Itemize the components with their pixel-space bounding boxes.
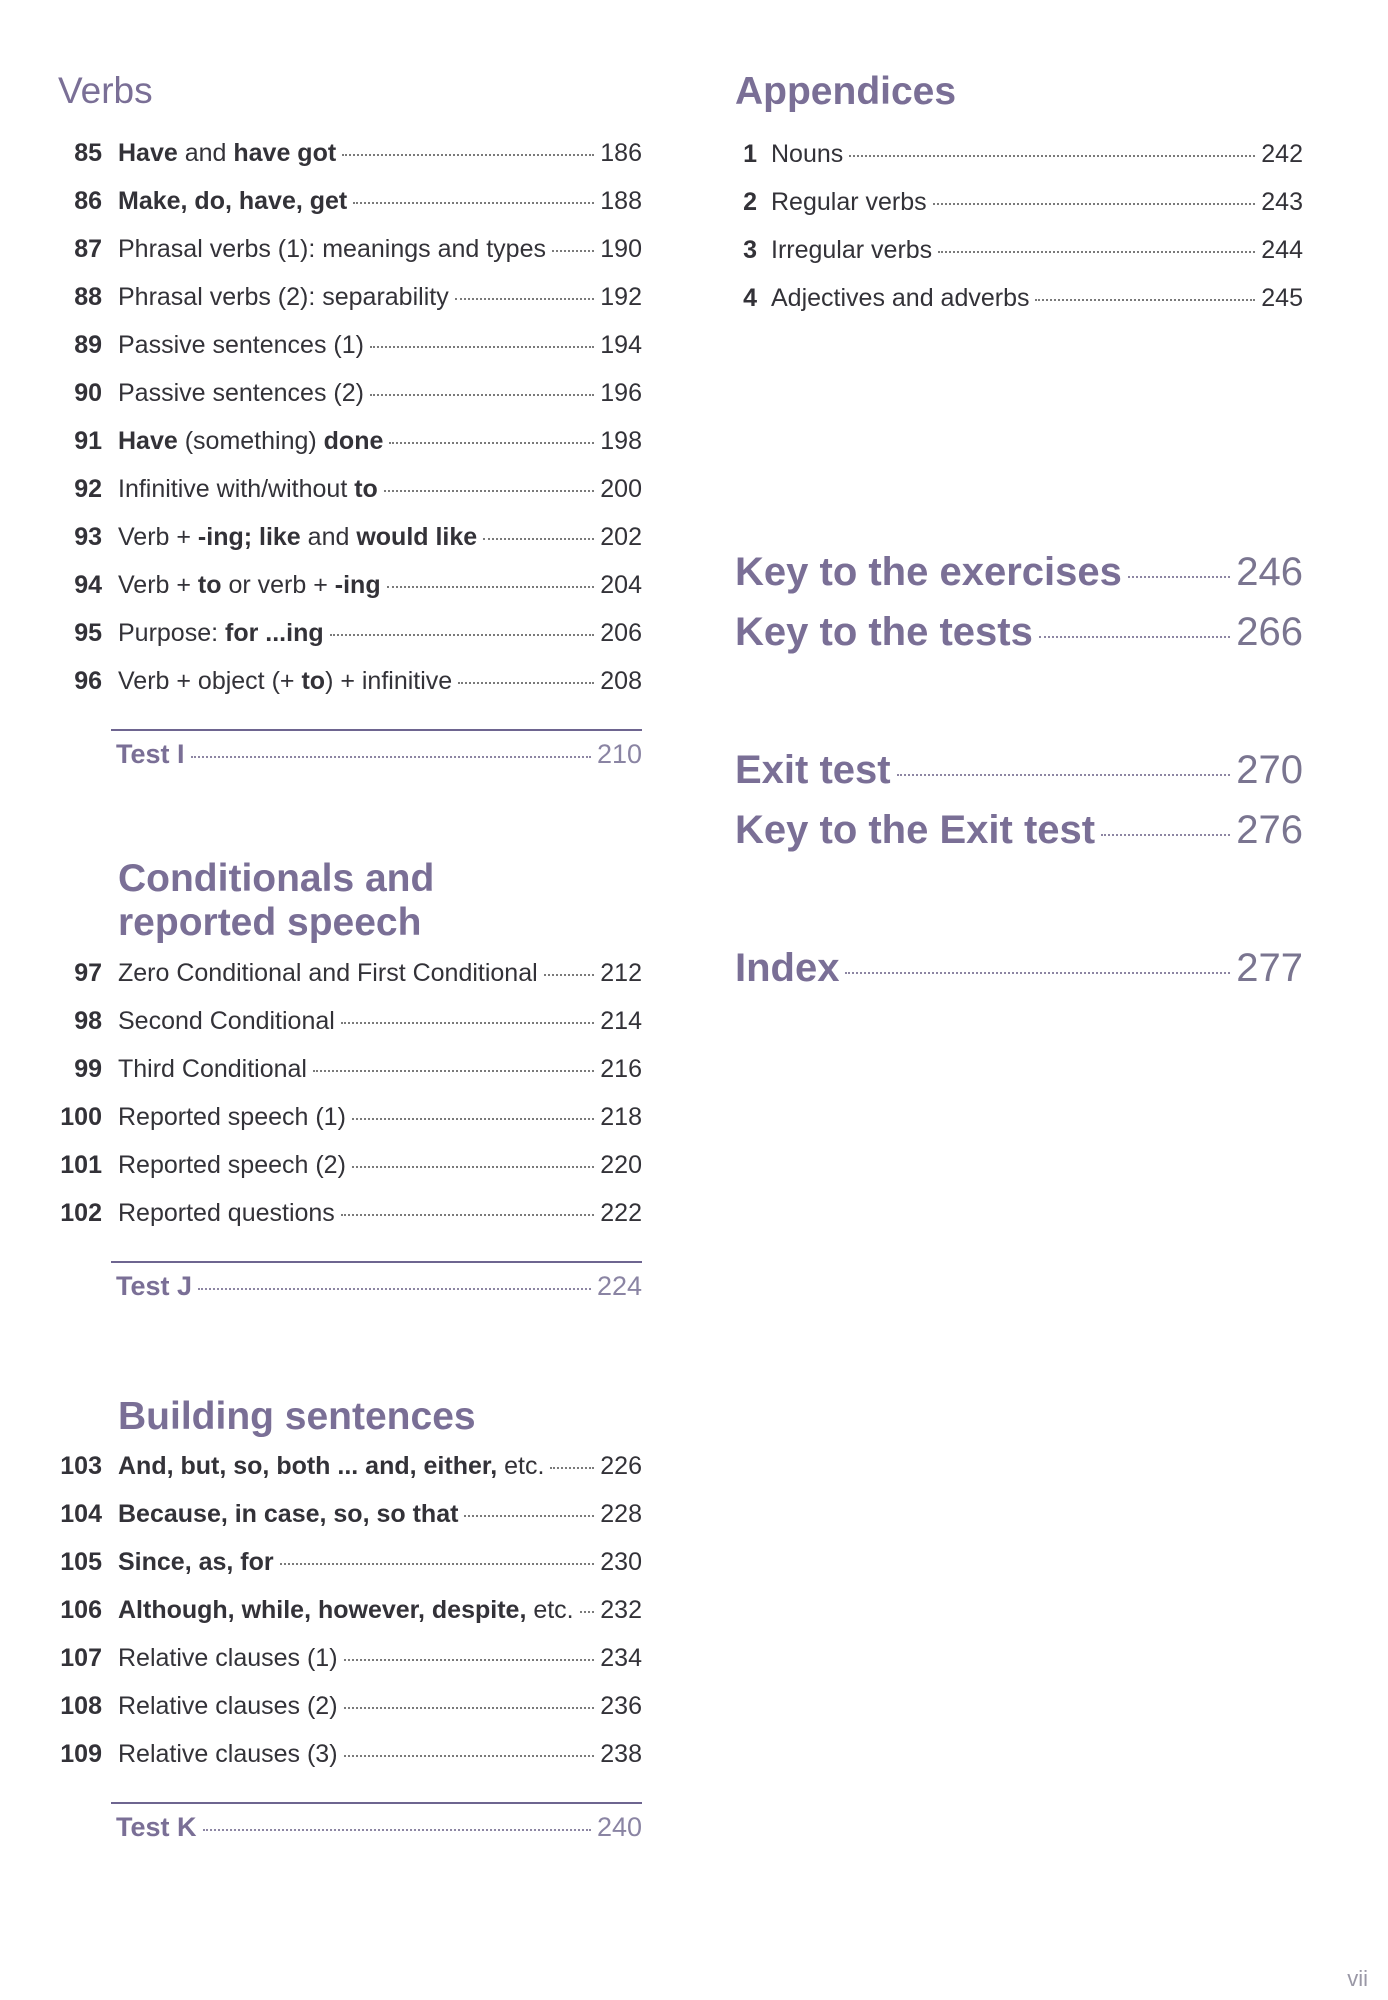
page-number: 198	[600, 427, 642, 456]
dot-leader	[203, 1829, 591, 1831]
unit-number: 93	[74, 523, 102, 552]
unit-title	[102, 379, 364, 408]
unit-title	[757, 140, 843, 169]
page-number: 242	[1261, 139, 1303, 168]
page-number: 276	[1236, 807, 1303, 852]
unit-title-part: Reported speech (2)	[118, 1150, 346, 1179]
unit-number: 101	[60, 1150, 102, 1179]
toc-entry[interactable]	[58, 1007, 642, 1055]
unit-title	[757, 236, 932, 265]
unit-title	[102, 331, 364, 360]
unit-title-part: Adjectives and adverbs	[771, 283, 1030, 312]
dot-leader	[344, 1659, 595, 1661]
unit-title-part: Regular verbs	[771, 187, 927, 216]
unit-number: 95	[74, 619, 102, 648]
page-number: 194	[600, 331, 642, 360]
unit-title-part: Since, as, for	[118, 1548, 274, 1577]
page-number: 208	[600, 667, 642, 696]
unit-title-part: to	[354, 475, 378, 504]
unit-title-part: Reported speech (1)	[118, 1102, 346, 1131]
unit-title	[102, 1644, 338, 1673]
dot-leader	[341, 1022, 594, 1024]
toc-entry[interactable]	[58, 427, 642, 475]
conditionals-entry-list	[58, 959, 642, 1247]
dot-leader	[344, 1755, 595, 1757]
unit-title-part: Second Conditional	[118, 1006, 335, 1035]
dot-leader	[1039, 636, 1230, 638]
dot-leader	[389, 442, 594, 444]
page-number: 200	[600, 475, 642, 504]
page-number: 266	[1236, 609, 1303, 654]
unit-title	[102, 427, 383, 456]
unit-title	[102, 959, 538, 988]
unit-number: 99	[74, 1054, 102, 1083]
dot-leader	[458, 682, 594, 684]
dot-leader	[353, 202, 594, 204]
dot-leader	[938, 251, 1255, 253]
unit-number: 98	[74, 1006, 102, 1035]
unit-title	[757, 284, 1029, 313]
right-column	[735, 70, 1303, 1006]
unit-title	[102, 1596, 574, 1625]
dot-leader	[370, 394, 594, 396]
unit-title	[102, 1692, 338, 1721]
toc-entry[interactable]	[58, 959, 642, 1007]
page-number: 204	[600, 571, 642, 600]
unit-number: 88	[74, 283, 102, 312]
unit-title-part: Passive sentences (2)	[118, 379, 364, 408]
unit-number: 105	[60, 1548, 102, 1577]
unit-title-part: -ing	[334, 571, 381, 600]
unit-title	[102, 1500, 458, 1529]
unit-title-part: -ing; like	[197, 523, 301, 552]
unit-title-part: Irregular verbs	[771, 235, 933, 264]
unit-title	[757, 188, 927, 217]
page-number: 202	[600, 523, 642, 552]
unit-title-part: Passive sentences (1)	[118, 331, 364, 360]
big-entry-label: Key to the tests	[735, 609, 1033, 654]
folio-page-number: vii	[1347, 1966, 1368, 1991]
test-label: Test I	[116, 739, 185, 770]
test-k-row[interactable]	[116, 1804, 642, 1860]
page-number: 243	[1261, 187, 1303, 216]
appendices-entry-list	[735, 140, 1303, 332]
dot-leader	[544, 974, 595, 976]
dot-leader	[384, 490, 594, 492]
dot-leader	[455, 298, 595, 300]
page-number: 186	[600, 139, 642, 168]
toc-entry[interactable]	[58, 1103, 642, 1151]
unit-number: 106	[60, 1596, 102, 1625]
unit-title-part: Relative clauses (3)	[118, 1740, 338, 1769]
unit-title-part: Although, while, however, despite,	[118, 1596, 527, 1625]
page-number: 270	[1236, 747, 1303, 792]
unit-number: 108	[60, 1692, 102, 1721]
page-number: 206	[600, 619, 642, 648]
page-number: 218	[600, 1102, 642, 1131]
section-title-verbs: Verbs	[58, 70, 153, 111]
dot-leader	[1101, 834, 1230, 836]
unit-title-part: etc.	[526, 1596, 574, 1625]
index-row[interactable]	[735, 946, 1303, 1006]
keys-block	[735, 550, 1303, 670]
unit-title	[102, 139, 336, 168]
unit-title-part: for ...ing	[225, 619, 324, 648]
unit-number: 102	[60, 1198, 102, 1227]
verbs-entry-list	[58, 139, 642, 715]
dot-leader	[550, 1467, 594, 1469]
unit-number: 1	[743, 139, 757, 168]
dot-leader	[849, 155, 1255, 157]
unit-title-part: Nouns	[771, 139, 844, 168]
unit-title	[102, 1548, 274, 1577]
page-number: 210	[596, 739, 642, 770]
toc-entry[interactable]	[58, 187, 642, 235]
unit-number: 94	[74, 571, 102, 600]
dot-leader	[552, 250, 594, 252]
page-number: 214	[600, 1006, 642, 1035]
dot-leader	[897, 774, 1231, 776]
unit-number: 87	[74, 235, 102, 264]
dot-leader	[387, 586, 595, 588]
key-tests-row[interactable]	[735, 610, 1303, 670]
unit-title-part: Relative clauses (2)	[118, 1692, 338, 1721]
toc-entry[interactable]	[58, 1452, 642, 1500]
toc-entry[interactable]	[58, 523, 642, 571]
test-label: Test K	[116, 1812, 197, 1843]
dot-leader	[198, 1288, 591, 1290]
toc-entry[interactable]	[58, 1596, 642, 1644]
unit-title-part: Relative clauses (1)	[118, 1644, 338, 1673]
unit-title-part: Because, in case, so, so that	[118, 1500, 459, 1529]
page-number: 232	[600, 1596, 642, 1625]
big-entry-label: Index	[735, 945, 840, 990]
unit-number: 91	[74, 427, 102, 456]
test-label: Test J	[116, 1270, 193, 1301]
unit-title-part: Verb +	[118, 571, 198, 600]
page-number: 230	[600, 1548, 642, 1577]
unit-title	[102, 187, 347, 216]
left-column	[58, 70, 642, 1860]
unit-title-part: etc.	[497, 1452, 545, 1481]
unit-title-part: And, but, so, both ... and, either,	[118, 1452, 498, 1481]
toc-entry[interactable]	[58, 1644, 642, 1692]
unit-number: 90	[74, 379, 102, 408]
unit-title-part: or verb +	[221, 571, 335, 600]
test-j-row[interactable]	[116, 1263, 642, 1319]
unit-title	[102, 571, 381, 600]
dot-leader	[344, 1707, 595, 1709]
unit-number: 92	[74, 475, 102, 504]
section-title-conditionals	[118, 857, 642, 944]
toc-entry[interactable]	[58, 571, 642, 619]
unit-title	[102, 667, 452, 696]
unit-title-part: (something)	[177, 427, 324, 456]
unit-number: 104	[60, 1500, 102, 1529]
unit-number: 109	[60, 1740, 102, 1769]
page-number: 234	[600, 1644, 642, 1673]
unit-number: 96	[74, 667, 102, 696]
dot-leader	[1035, 299, 1255, 301]
toc-entry[interactable]	[58, 235, 642, 283]
building-entry-list	[58, 1452, 642, 1788]
page-number: 188	[600, 187, 642, 216]
exit-test-row[interactable]	[735, 748, 1303, 808]
unit-title-part: Have	[118, 427, 178, 456]
unit-title	[102, 1007, 335, 1036]
toc-entry[interactable]	[735, 284, 1303, 332]
unit-title-part: to	[301, 667, 326, 696]
unit-number: 100	[60, 1102, 102, 1131]
dot-leader	[580, 1611, 595, 1613]
unit-number: 4	[743, 283, 757, 312]
page-number: 196	[600, 379, 642, 408]
unit-title	[102, 235, 546, 264]
key-exit-test-row[interactable]	[735, 808, 1303, 868]
dot-leader	[313, 1070, 594, 1072]
unit-title-part: have got	[233, 139, 337, 168]
dot-leader	[280, 1563, 595, 1565]
title-line: reported speech	[118, 901, 422, 945]
dot-leader	[464, 1515, 594, 1517]
toc-entry[interactable]	[58, 1692, 642, 1740]
toc-entry[interactable]	[58, 1548, 642, 1596]
unit-title-part: Phrasal verbs (2): separability	[118, 283, 449, 312]
unit-title	[102, 619, 324, 648]
unit-number: 97	[74, 958, 102, 987]
unit-title-part: Reported questions	[118, 1198, 335, 1227]
page-number: 192	[600, 283, 642, 312]
unit-title	[102, 1740, 338, 1769]
big-entry-label: Exit test	[735, 747, 891, 792]
page-number: 277	[1236, 945, 1303, 990]
page-number: 224	[596, 1270, 642, 1301]
toc-entry[interactable]	[58, 619, 642, 667]
page-number: 246	[1236, 549, 1303, 594]
toc-entry[interactable]	[735, 188, 1303, 236]
page-number: 240	[596, 1812, 642, 1843]
unit-number: 2	[743, 187, 757, 216]
unit-number: 103	[60, 1452, 102, 1481]
unit-number: 3	[743, 235, 757, 264]
unit-title-part: ) + infinitive	[325, 667, 453, 696]
unit-title-part: Purpose:	[118, 619, 226, 648]
page-number: 244	[1261, 235, 1303, 264]
page-number: 236	[600, 1692, 642, 1721]
dot-leader	[933, 203, 1256, 205]
unit-title-part: Zero Conditional and First Conditional	[118, 958, 538, 987]
unit-title-part: and	[300, 523, 357, 552]
dot-leader	[483, 538, 594, 540]
unit-title	[102, 1199, 335, 1228]
key-exercises-row[interactable]	[735, 550, 1303, 610]
unit-title-part: Third Conditional	[118, 1054, 307, 1083]
dot-leader	[352, 1118, 594, 1120]
toc-entry[interactable]	[58, 283, 642, 331]
page-number: 212	[600, 958, 642, 987]
unit-number: 85	[74, 139, 102, 168]
exit-block	[735, 748, 1303, 868]
unit-title-part: would like	[356, 523, 478, 552]
toc-entry[interactable]	[58, 667, 642, 715]
toc-entry[interactable]	[58, 1199, 642, 1247]
unit-number: 107	[60, 1644, 102, 1673]
unit-title-part: Have	[118, 139, 178, 168]
page-number: 226	[600, 1452, 642, 1481]
unit-title	[102, 1151, 346, 1180]
page-number: 220	[600, 1150, 642, 1179]
unit-title-part: Verb +	[118, 523, 198, 552]
dot-leader	[342, 154, 594, 156]
toc-entry[interactable]	[58, 1151, 642, 1199]
big-entry-label: Key to the exercises	[735, 549, 1122, 594]
unit-title	[102, 1452, 544, 1481]
page-number: 238	[600, 1740, 642, 1769]
unit-number: 89	[74, 331, 102, 360]
test-i-row[interactable]	[116, 731, 642, 787]
unit-title-part: and	[177, 139, 234, 168]
section-title-appendices: Appendices	[735, 70, 957, 113]
dot-leader	[191, 756, 591, 758]
unit-title	[102, 523, 477, 552]
big-entry-label: Key to the Exit test	[735, 807, 1096, 852]
unit-title	[102, 283, 449, 312]
dot-leader	[352, 1166, 594, 1168]
dot-leader	[370, 346, 594, 348]
page-number: 216	[600, 1054, 642, 1083]
title-line: Conditionals and	[118, 857, 435, 901]
unit-title-part: Make, do, have, get	[118, 187, 348, 216]
dot-leader	[341, 1214, 594, 1216]
unit-title-part: Verb + object (+	[118, 667, 302, 696]
unit-title	[102, 1103, 346, 1132]
unit-title-part: to	[197, 571, 222, 600]
unit-title-part: done	[323, 427, 384, 456]
page-number: 222	[600, 1198, 642, 1227]
toc-entry[interactable]	[58, 475, 642, 523]
dot-leader	[330, 634, 595, 636]
unit-title-part: Phrasal verbs (1): meanings and types	[118, 235, 546, 264]
page-number: 190	[600, 235, 642, 264]
section-title-building: Building sentences	[118, 1394, 476, 1438]
dot-leader	[1128, 576, 1230, 578]
dot-leader	[845, 972, 1230, 974]
unit-title	[102, 475, 378, 504]
toc-entry[interactable]	[58, 379, 642, 427]
page-number: 228	[600, 1500, 642, 1529]
toc-entry[interactable]	[58, 1740, 642, 1788]
unit-number: 86	[74, 187, 102, 216]
page-number: 245	[1261, 283, 1303, 312]
toc-entry[interactable]	[58, 139, 642, 187]
toc-entry[interactable]	[735, 140, 1303, 188]
toc-entry[interactable]	[735, 236, 1303, 284]
toc-entry[interactable]	[58, 1500, 642, 1548]
unit-title	[102, 1055, 307, 1084]
toc-entry[interactable]	[58, 1055, 642, 1103]
toc-entry[interactable]	[58, 331, 642, 379]
unit-title-part: Infinitive with/without	[118, 475, 355, 504]
